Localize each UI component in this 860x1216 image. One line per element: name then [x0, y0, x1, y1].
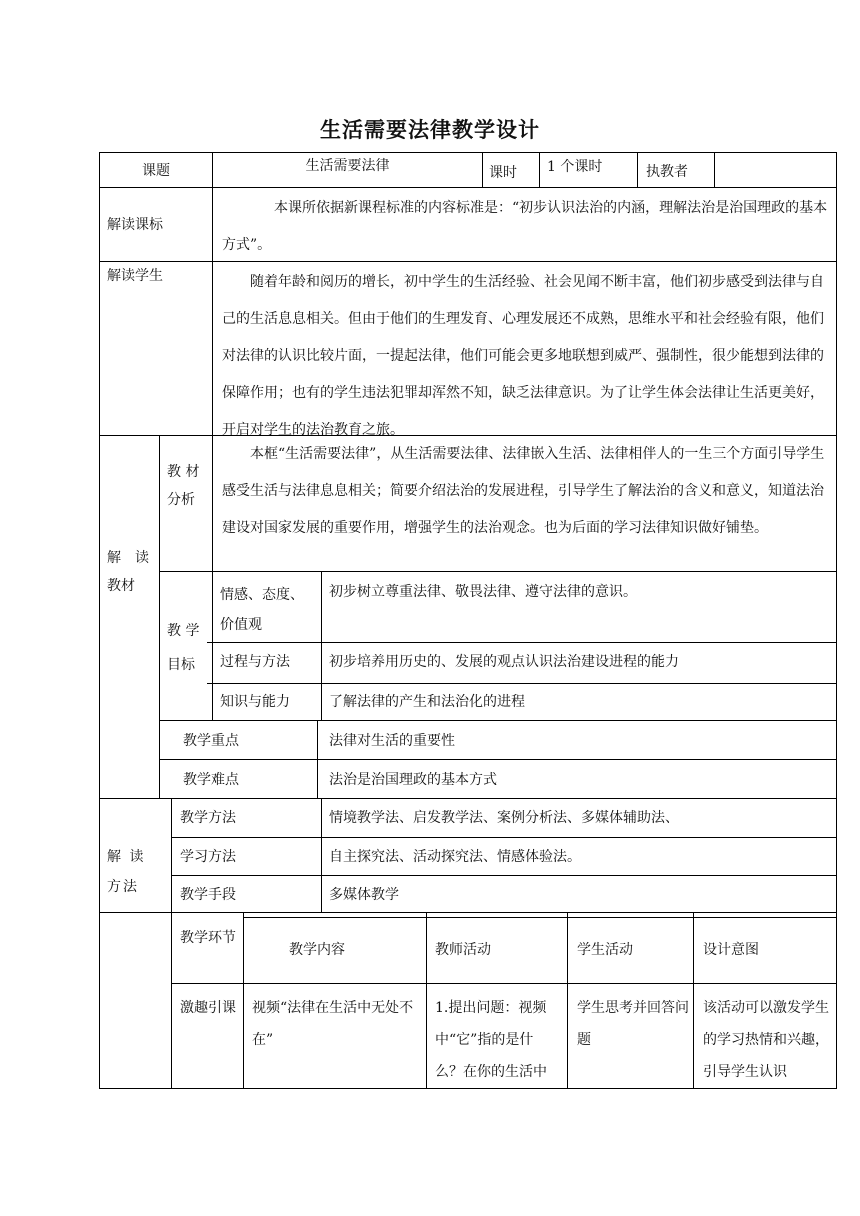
row-divider	[171, 837, 837, 838]
method-label: 学习方法	[180, 849, 236, 865]
col-divider	[317, 720, 318, 799]
table-border-top	[99, 152, 837, 153]
row-divider	[99, 798, 837, 799]
table-border-bottom	[99, 1088, 837, 1089]
col-divider	[171, 798, 172, 1089]
process-header: 教师活动	[435, 942, 491, 958]
process-header: 教学内容	[289, 942, 345, 958]
period-label: 课时	[489, 165, 517, 181]
process-cell: 学生思考并回答问题	[577, 1000, 689, 1048]
method-value: 情境教学法、启发教学法、案例分析法、多媒体辅助法、	[329, 810, 679, 826]
goal-value: 初步树立尊重法律、敬畏法律、遵守法律的意识。	[329, 584, 637, 600]
row-divider	[99, 912, 837, 913]
standard-label: 解读课标	[107, 217, 163, 233]
row-divider	[99, 187, 837, 188]
col-divider	[159, 435, 160, 799]
row-divider	[243, 917, 837, 918]
row-divider	[159, 720, 837, 721]
process-header: 设计意图	[703, 942, 759, 958]
col-divider	[243, 912, 244, 1089]
method-label: 教学方法	[180, 810, 236, 826]
row-divider	[171, 983, 837, 984]
key-point-value: 法律对生活的重要性	[329, 733, 455, 749]
method-label: 教学手段	[180, 887, 236, 903]
students-label: 解读学生	[107, 268, 163, 284]
period-value: 1 个课时	[547, 159, 603, 175]
col-divider	[212, 435, 213, 721]
method-value: 自主探究法、活动探究法、情感体验法。	[329, 849, 581, 865]
process-header: 教学环节	[180, 930, 236, 946]
topic-value: 生活需要法律	[305, 158, 390, 174]
goal-label: 过程与方法	[220, 654, 290, 670]
row-divider	[171, 875, 837, 876]
analysis-text: 本框“生活需要法律”，从生活需要法律、法律嵌入生活、法律相伴人的一生三个方面引导学生感受生活与法律息息相关；简要介绍法治的发展进程，引导学生了解法治的含义和意义，知道法治建设对国家发展的重要作用，增强学生的法治观念。也为后面的学习法律知识做好铺垫。	[222, 446, 825, 536]
document-title: 生活需要法律教学设计	[320, 118, 540, 142]
row-divider	[207, 642, 837, 643]
goal-value: 初步培养用历史的、发展的观点认识法治建设进程的能力	[329, 654, 679, 670]
process-cell: 视频“法律在生活中无处不在”	[252, 1000, 414, 1048]
textbook-label: 解 读教材	[107, 550, 149, 594]
process-header: 学生活动	[577, 942, 633, 958]
col-divider	[714, 152, 715, 188]
students-text: 随着年龄和阅历的增长，初中学生的生活经验、社会见闻不断丰富，他们初步感受到法律与自己的生活息息相关。但由于他们的生理发育、心理发展还不成熟，思维水平和社会经验有限，他们对法律的认识比较片面，一提起法律，他们可能会更多地联想到威严、强制性，很少能想到法律的保障作用；也有的学生违法犯罪却浑然不知，缺乏法律意识。为了让学生体会法律让生活更美好，开启对学生的法治教育之旅。	[222, 274, 824, 438]
col-divider	[567, 912, 568, 1089]
row-divider	[159, 571, 837, 572]
col-divider	[693, 912, 694, 1089]
method-value: 多媒体教学	[329, 887, 399, 903]
goal-value: 了解法律的产生和法治化的进程	[329, 694, 525, 710]
process-cell: 激趣引课	[180, 1000, 236, 1016]
col-divider	[321, 798, 322, 913]
analysis-label: 教 材分析	[167, 464, 200, 508]
key-point-label: 教学重点	[183, 733, 239, 749]
process-cell: 1.提出问题：视频中“它”指的是什么？在你的生活中	[435, 1000, 547, 1080]
difficulty-label: 教学难点	[183, 772, 239, 788]
col-divider	[426, 912, 427, 1089]
goals-label: 教 学目标	[167, 623, 200, 673]
col-divider	[637, 152, 638, 188]
col-divider	[321, 571, 322, 721]
row-divider	[207, 683, 837, 684]
difficulty-value: 法治是治国理政的基本方式	[329, 772, 497, 788]
col-divider	[482, 152, 483, 188]
table-border-left	[99, 152, 100, 1089]
teacher-label: 执教者	[646, 164, 688, 180]
goal-label: 情感、态度、价值观	[220, 587, 304, 633]
col-divider	[539, 152, 540, 188]
table-border-right	[836, 152, 837, 1089]
standard-text: 本课所依据新课程标准的内容标准是：“初步认识法治的内涵，理解法治是治国理政的基本方式”。	[222, 200, 828, 253]
goal-label: 知识与能力	[220, 694, 290, 710]
col-divider	[212, 152, 213, 436]
row-divider	[159, 759, 837, 760]
methods-label: 解 读 方法	[107, 849, 146, 895]
process-cell: 该活动可以激发学生的学习热情和兴趣，引导学生认识	[703, 1000, 829, 1080]
topic-label: 课题	[142, 163, 170, 179]
